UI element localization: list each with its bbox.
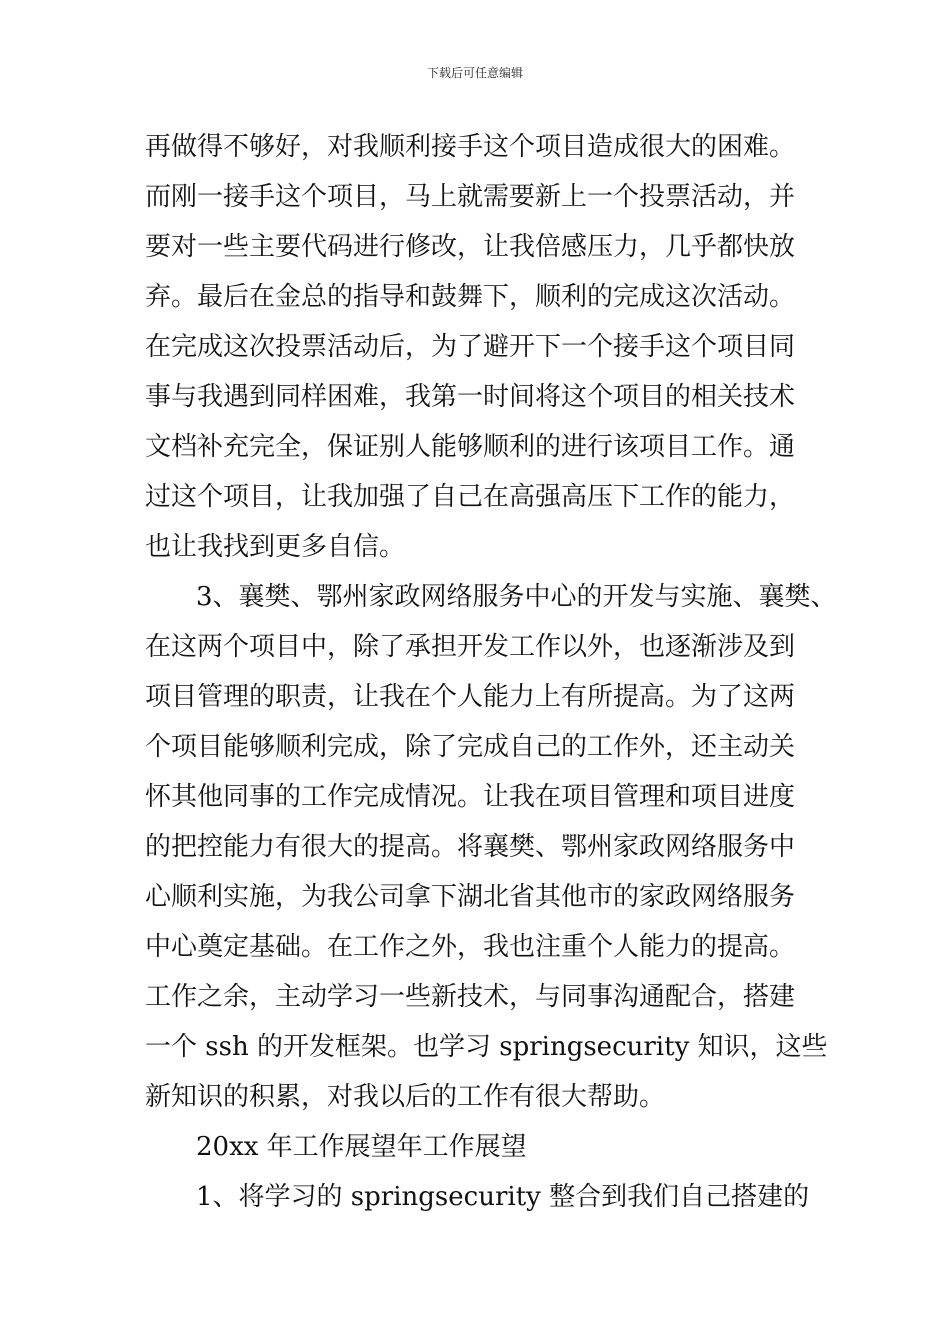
text-line: 弃。最后在金总的指导和鼓舞下，顺利的完成这次活动。 <box>145 282 796 312</box>
text-line: 怀其他同事的工作完成情况。让我在项目管理和项目进度 <box>145 782 796 812</box>
text-line: 在这两个项目中，除了承担开发工作以外，也逐渐涉及到 <box>145 632 796 662</box>
paragraph-start-line: 1、将学习的 springsecurity 整合到我们自己搭建的 <box>196 1182 810 1212</box>
paragraph-start-line: 3、襄樊、鄂州家政网络服务中心的开发与实施、襄樊、 <box>196 582 837 612</box>
text-line: 心顺利实施，为我公司拿下湖北省其他市的家政网络服务 <box>145 882 796 912</box>
section-heading: 20xx 年工作展望年工作展望 <box>196 1132 527 1162</box>
text-line: 工作之余，主动学习一些新技术，与同事沟通配合，搭建 <box>145 982 796 1012</box>
text-line: 过这个项目，让我加强了自己在高强高压下工作的能力， <box>145 482 796 512</box>
text-line: 中心奠定基础。在工作之外，我也注重个人能力的提高。 <box>145 932 796 962</box>
text-line: 个项目能够顺利完成，除了完成自己的工作外，还主动关 <box>145 732 796 762</box>
text-line: 事与我遇到同样困难，我第一时间将这个项目的相关技术 <box>145 382 796 412</box>
page-header: 下载后可任意编辑 <box>426 66 523 80</box>
text-line: 文档补充完全，保证别人能够顺利的进行该项目工作。通 <box>145 432 796 462</box>
text-line: 要对一些主要代码进行修改，让我倍感压力，几乎都快放 <box>145 232 796 262</box>
text-line: 项目管理的职责，让我在个人能力上有所提高。为了这两 <box>145 682 796 712</box>
text-line: 的把控能力有很大的提高。将襄樊、鄂州家政网络服务中 <box>145 832 796 862</box>
text-line: 新知识的积累，对我以后的工作有很大帮助。 <box>145 1082 666 1112</box>
text-line: 而刚一接手这个项目，马上就需要新上一个投票活动，并 <box>145 182 796 212</box>
text-line: 一个 ssh 的开发框架。也学习 springsecurity 知识，这些 <box>145 1032 828 1062</box>
text-line: 也让我找到更多自信。 <box>145 532 406 562</box>
text-line: 在完成这次投票活动后，为了避开下一个接手这个项目同 <box>145 332 796 362</box>
text-line: 再做得不够好，对我顺利接手这个项目造成很大的困难。 <box>145 132 796 162</box>
